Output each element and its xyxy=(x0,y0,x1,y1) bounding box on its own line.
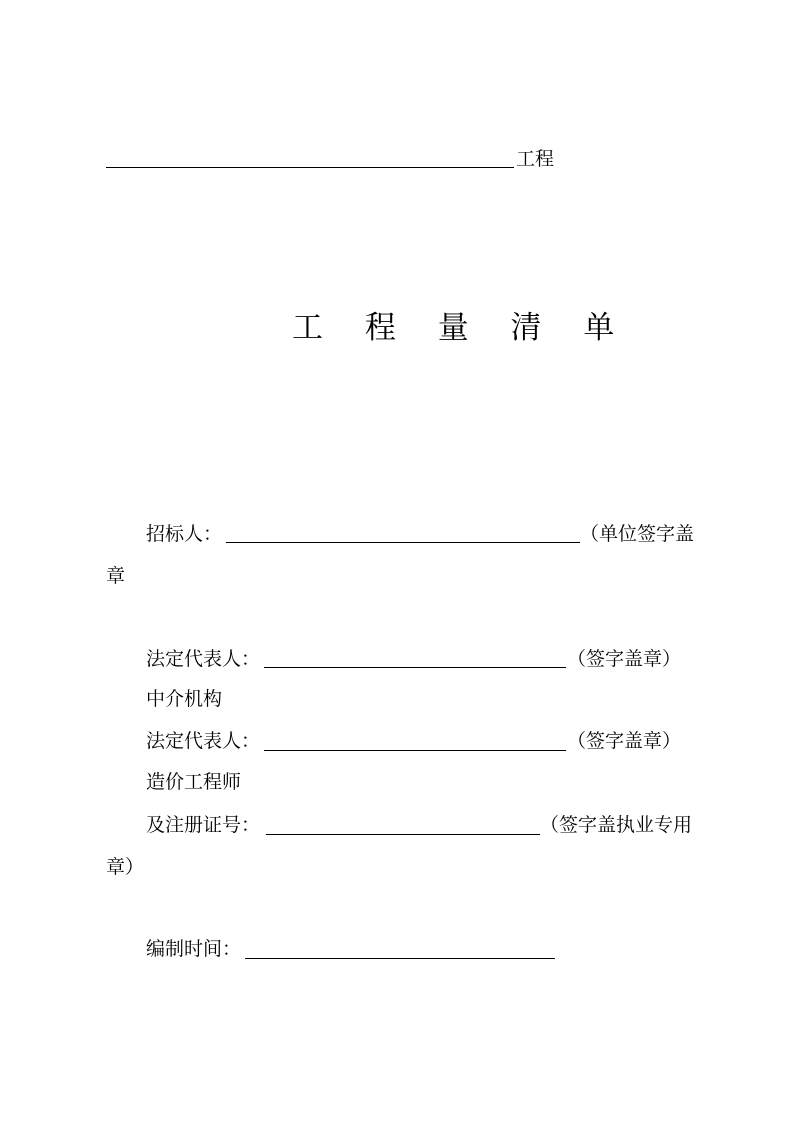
compile-time-label: 编制时间： xyxy=(146,938,242,960)
compile-time-underline xyxy=(245,958,555,959)
bidder-note: （单位签字盖 xyxy=(580,523,695,545)
bidder-label: 招标人： xyxy=(146,523,223,545)
cost-engineer-label-line2: 及注册证号： xyxy=(146,814,261,836)
cost-engineer-label-line1: 造价工程师 xyxy=(146,771,242,793)
agency-label: 中介机构 xyxy=(146,688,223,710)
cost-engineer-underline xyxy=(266,834,540,835)
cost-engineer-note-wrap: 章） xyxy=(106,856,145,878)
legal-rep-2-underline xyxy=(264,750,566,751)
bidder-note-wrap: 章 xyxy=(106,565,126,587)
legal-rep-2-label: 法定代表人： xyxy=(146,730,261,752)
bidder-underline xyxy=(226,542,580,543)
page-title: 工 程 量 清 单 xyxy=(292,310,631,346)
legal-rep-2-note: （签字盖章） xyxy=(567,730,682,752)
legal-rep-1-label: 法定代表人： xyxy=(146,648,261,670)
project-suffix: 工程 xyxy=(516,148,555,170)
legal-rep-1-underline xyxy=(264,667,566,668)
cost-engineer-note: （签字盖执业专用 xyxy=(540,814,693,836)
project-name-underline xyxy=(106,167,514,168)
legal-rep-1-note: （签字盖章） xyxy=(567,648,682,670)
